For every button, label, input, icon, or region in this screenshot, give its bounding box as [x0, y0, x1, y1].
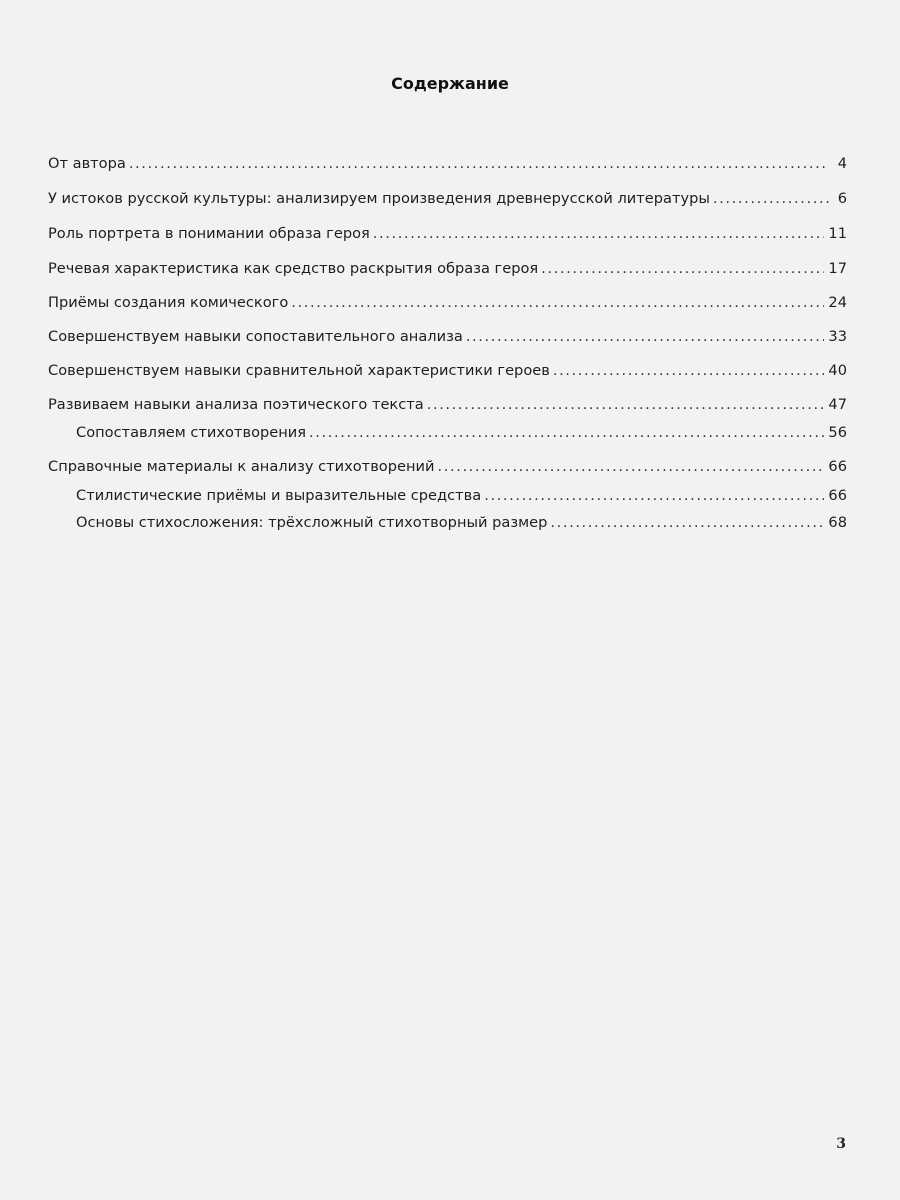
toc-entry[interactable]: [48, 327, 847, 347]
toc-entry-title: Совершенствуем навыки сопоставительного анализа: [48, 328, 463, 345]
toc-entry[interactable]: [48, 224, 847, 244]
toc-leader-dots: [373, 224, 825, 244]
toc-entry-title: Стилистические приёмы и выразительные средства: [76, 487, 482, 504]
toc-entry-page: 4: [837, 155, 847, 172]
toc-entry-page: 17: [828, 260, 847, 277]
toc-entry-title: Справочные материалы к анализу стихотворений: [48, 458, 435, 475]
toc-entry[interactable]: [48, 361, 847, 381]
toc-entry[interactable]: [48, 293, 847, 313]
toc-entry-page: 68: [828, 514, 847, 531]
toc-leader-dots: [466, 327, 825, 347]
toc-entry-page: 47: [828, 396, 847, 413]
toc-leader-dots: [437, 457, 824, 477]
toc-leader-dots: [550, 513, 824, 533]
toc-entry-page: 24: [828, 294, 847, 311]
toc-entry-page: 33: [828, 328, 847, 345]
toc-leader-dots: [484, 486, 824, 506]
toc-subentry[interactable]: [76, 423, 847, 443]
toc-entry-title: Речевая характеристика как средство раскрытия образа героя: [48, 260, 539, 277]
toc-entry[interactable]: [48, 259, 847, 279]
toc-entry[interactable]: [48, 154, 847, 174]
toc-leader-dots: [291, 293, 824, 313]
toc-leader-dots: [309, 423, 824, 443]
toc-entry-page: 11: [828, 225, 847, 242]
toc-entry-title: Приёмы создания комического: [48, 294, 289, 311]
toc-entry-title: От автора: [48, 155, 126, 172]
toc-subentry[interactable]: [76, 486, 847, 506]
toc-entry-title: Развиваем навыки анализа поэтического текста: [48, 396, 424, 413]
toc-entry-page: 66: [828, 487, 847, 504]
toc-leader-dots: [553, 361, 825, 381]
toc-leader-dots: [713, 189, 829, 209]
toc-entry-title: Сопоставляем стихотворения: [76, 424, 307, 441]
toc-entry[interactable]: [48, 189, 847, 209]
toc-entry-page: 66: [828, 458, 847, 475]
toc-leader-dots: [129, 154, 829, 174]
toc-leader-dots: [541, 259, 824, 279]
toc-entry-title: Основы стихосложения: трёхсложный стихотворный размер: [76, 514, 548, 531]
toc-entry-title: У истоков русской культуры: анализируем произведения древнерусской литературы: [48, 190, 710, 207]
toc-leader-dots: [427, 395, 825, 415]
page-title: Содержание: [391, 74, 509, 93]
page-number: 3: [836, 1136, 846, 1152]
toc-entry-title: Роль портрета в понимании образа героя: [48, 225, 370, 242]
toc-entry-title: Совершенствуем навыки сравнительной характеристики героев: [48, 362, 550, 379]
toc-entry[interactable]: [48, 395, 847, 415]
toc-entry[interactable]: [48, 457, 847, 477]
toc-entry-page: 6: [837, 190, 847, 207]
toc-subentry[interactable]: [76, 513, 847, 533]
toc-entry-page: 40: [828, 362, 847, 379]
toc-entry-page: 56: [828, 424, 847, 441]
